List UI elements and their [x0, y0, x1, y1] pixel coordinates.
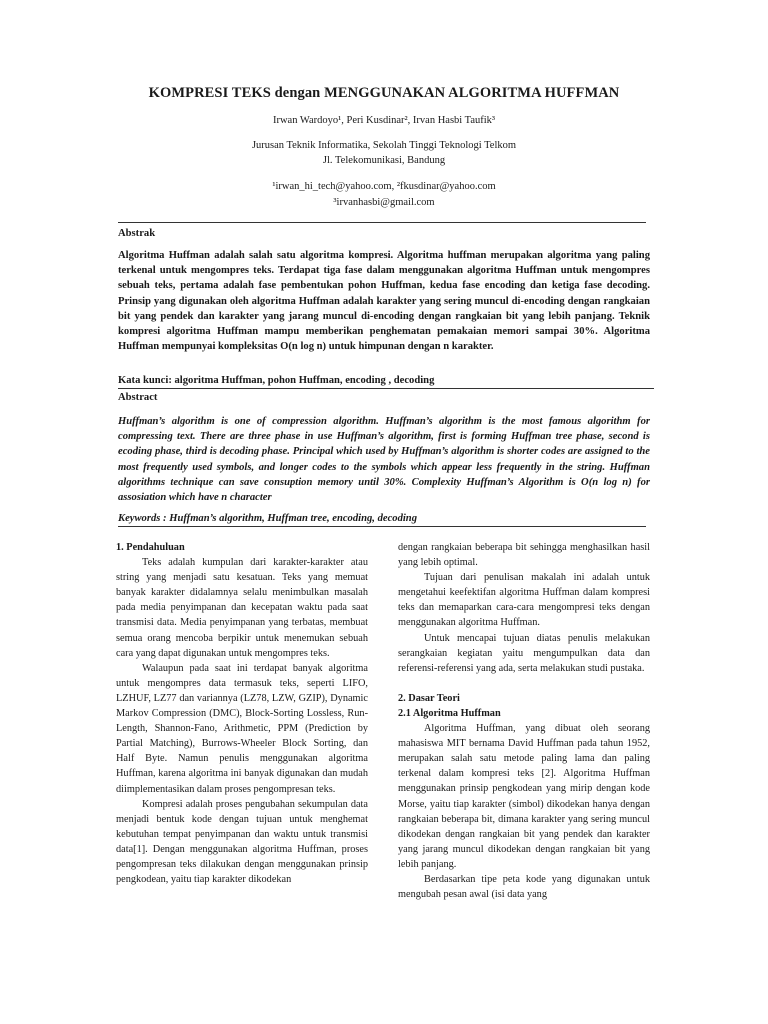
abstract-body: Huffman’s algorithm is one of compression algorithm. Huffman’s algorithm is the most famous algorithm for compressing text. There are three phase in use Huffman’s algorithm, first is forming Huffman tree phase, second is ecoding phase, third is decoding phase. Principal which used by Huffman’s algorithm is shorter codes are assigned to the most frequently used symbols, and longer codes to the symbols which appear less frequently in the string. Huffman algorithms technique can save consuption memory until 30%. Complexity Huffman’s Algorithm is O(n log n) for assosiation which have n character [118, 416, 650, 504]
intro-paragraph-2: Walaupun pada saat ini terdapat banyak algoritma untuk mengompres data termasuk teks, seperti LIFO, LZHUF, LZ77 dan variannya (LZ78, LZW, GZIP), Dynamic Markov Compression (DMC), Block-Sorting Lossless, Run-Length, Shannon-Fano, Arithmetic, PPM (Prediction by Partial Matching), Burrows-Wheeler Block Sorting, dan Half Byte. Namun penulis menggunakan algoritma Huffman, karena algoritma ini banyak digunakan dan mudah diimplementasikan dalam proses pengompresan teks. [116, 662, 368, 795]
huffman-paragraph-1: Algoritma Huffman, yang dibuat oleh seorang mahasiswa MIT bernama David Huffman pada tahun 1952, merupakan salah satu metode paling lama dan paling terkenal dalam kompresi teks [2]. Algoritma Huffman menggunakan prinsip pengkodean yang mirip dengan kode Morse, yaitu tiap karakter (simbol) dikodekan hanya dengan rangkaian beberapa bit, dimana karakter yang sering muncul dikodekan dengan rangkaian bit yang pendek dan karakter yang jarang muncul dikodekan dengan rangkaian bit yang lebih panjang. [398, 723, 650, 870]
intro-paragraph-5: Untuk mencapai tujuan diatas penulis melakukan serangkaian kegiatan yaitu mengumpulkan data dan referensi-referensi yang ada, serta melakukan studi pustaka. [398, 632, 650, 674]
intro-paragraph-3-cont: dengan rangkaian beberapa bit sehingga menghasilkan hasil yang lebih optimal. [398, 542, 650, 569]
author-list: Irwan Wardoyo¹, Peri Kusdinar², Irvan Hasbi Taufik³ [272, 115, 496, 126]
author-emails-line-1: ¹irwan_hi_tech@yahoo.com, ²fkusdinar@yahoo.com [272, 181, 496, 192]
section-1-heading: 1. Pendahuluan [116, 542, 185, 553]
intro-paragraph-1: Teks adalah kumpulan dari karakter-karakter atau string yang menjadi satu kesatuan. Teks yang memuat banyak karakter didalamnya selalu menimbulkan masalah pada media penyimpanan dan kecepatan waktu pada saat transmisi data. Media penyimpanan yang terbatas, membuat semua orang mencoba berpikir untuk menemukan sebuah cara yang dapat digunakan untuk mengompres teks. [116, 557, 368, 659]
abstract-heading: Abstract [118, 392, 158, 403]
paper-title: KOMPRESI TEKS dengan MENGGUNAKAN ALGORITMA HUFFMAN [148, 85, 620, 101]
subsection-2-1-heading: 2.1 Algoritma Huffman [398, 707, 501, 719]
section-gap [398, 676, 650, 691]
abstract-keywords: Keywords : Huffman’s algorithm, Huffman tree, encoding, decoding [118, 513, 417, 524]
header-divider [118, 222, 646, 223]
abstrak-keywords: Kata kunci: algoritma Huffman, pohon Huffman, encoding , decoding [118, 375, 435, 386]
abstrak-heading: Abstrak [118, 228, 156, 239]
author-emails-line-2: ³irvanhasbi@gmail.com [333, 197, 435, 208]
abstrak-body: Algoritma Huffman adalah salah satu algoritma kompresi. Algoritma huffman merupakan algoritma yang paling terkenal untuk mengompres teks. Terdapat tiga fase dalam menggunakan algoritma Huffman untuk mengompres sebuah teks, pertama adalah fase pembentukan pohon Huffman, kedua fase encoding dan ketiga fase decoding. Prinsip yang digunakan oleh algoritma Huffman adalah karakter yang sering muncul di-encoding dengan rangkaian bit yang pendek dan karakter yang jarang muncul di-encoding dengan rangkaian bit yang lebih panjang. Teknik kompresi algoritma Huffman mampu memberikan penghematan pemakaian memori sampai 30%. Algoritma Huffman mempunyai kompleksitas O(n log n) untuk himpunan dengan n karakter. [118, 250, 650, 353]
abstrak-divider [118, 388, 654, 389]
left-column [116, 540, 368, 887]
right-column [398, 540, 650, 902]
huffman-paragraph-2: Berdasarkan tipe peta kode yang digunakan untuk mengubah pesan awal (isi data yang [398, 873, 650, 901]
intro-paragraph-3: Kompresi adalah proses pengubahan sekumpulan data menjadi bentuk kode dengan tujuan untuk menghemat kebutuhan tempat penyimpanan dan waktu untuk transmisi data[1]. Dengan menggunakan algoritma Huffman, proses pengompresan teks dilakukan dengan menggunakan prinsip pengkodean, yaitu tiap karakter dikodekan [116, 798, 368, 886]
section-2-heading: 2. Dasar Teori [398, 692, 460, 704]
intro-paragraph-4: Tujuan dari penulisan makalah ini adalah untuk mengetahui keefektifan algoritma Huffman dalam kompresi teks dan memaparkan cara-cara mengompresi teks dengan menggunakan algoritma Huffman. [398, 572, 650, 629]
abstract-divider [118, 526, 646, 527]
affiliation-line-2: Jl. Telekomunikasi, Bandung [322, 155, 446, 166]
affiliation-line-1: Jurusan Teknik Informatika, Sekolah Tinggi Teknologi Telkom [251, 140, 517, 151]
